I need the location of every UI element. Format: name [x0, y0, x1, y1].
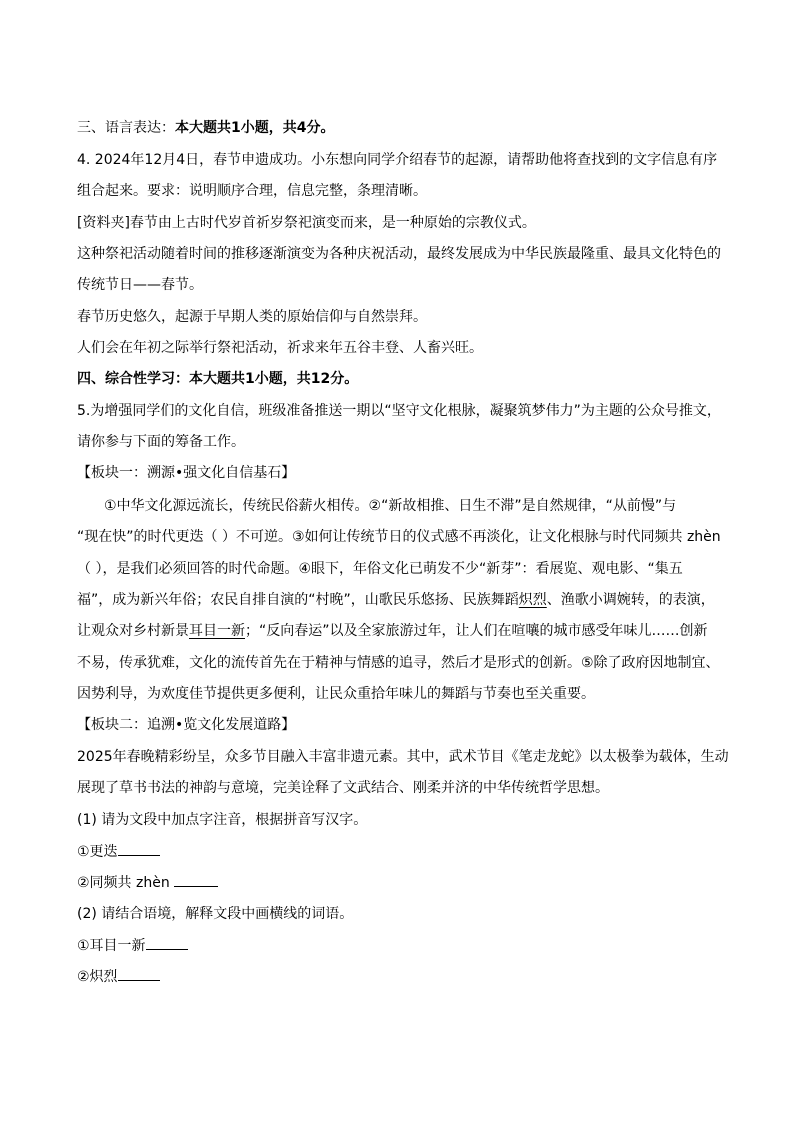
passage-line-1: ①中华文化源远流长，传统民俗薪火相传。②“新故相推、日生不滞”是自然规律，“从前慢”与 — [104, 498, 677, 514]
q4-text-line-1: 4. 2024年12月4日，春节申遗成功。小东想向同学介绍春节的起源，请帮助他将查找到的文字信息有序 — [77, 152, 718, 168]
q4-material-line-5: 人们会在年初之际举行祭祀活动，祈求来年五谷丰登、人畜兴旺。 — [77, 340, 483, 356]
sub-question-2-item-b — [77, 966, 160, 987]
passage-line-3: （ ），是我们必须回答的时代命题。④眼下，年俗文化已萌发不少“新芽”：看展览、观电影、“集五 — [77, 561, 683, 577]
item-label: ②炽烈 — [77, 969, 118, 985]
passage-line-5-start: 让观众对乡村新景 — [77, 623, 189, 639]
q4-material-line-3: 传统节日——春节。 — [77, 277, 203, 293]
sub-question-1-item-a — [77, 841, 160, 862]
block-2-line-2: 展现了草书书法的神韵与意境，完美诠释了文武结合、刚柔并济的中华传统哲学思想。 — [77, 780, 609, 796]
block-1-title: 【板块一：溯源•强文化自信基石】 — [77, 465, 296, 481]
section-3-points: 本大题共1小题，共4分。 — [175, 120, 335, 136]
answer-blank[interactable] — [118, 966, 160, 981]
block-2-title: 【板块二：追溯•览文化发展道路】 — [77, 717, 296, 733]
section-4-number: 四、综合性学习： — [77, 371, 189, 387]
section-3-heading — [77, 118, 334, 138]
item-label: ①耳目一新 — [77, 938, 146, 954]
q4-material-line-2: 这种祭祀活动随着时间的推移逐渐演变为各种庆祝活动，最终发展成为中华民族最隆重、最具文化特色的 — [77, 246, 721, 262]
sub-question-1: (1) 请为文段中加点字注音，根据拼音写汉字。 — [77, 812, 368, 828]
block-2-line-1: 2025年春晚精彩纷呈，众多节目融入丰富非遗元素。其中，武术节目《笔走龙蛇》以太极拳为载体，生动 — [77, 749, 729, 765]
section-3-number: 三、语言表达： — [77, 120, 175, 136]
answer-blank[interactable] — [174, 872, 218, 887]
sub-question-2-item-a — [77, 935, 188, 956]
q4-text-line-2: 组合起来。要求：说明顺序合理，信息完整，条理清晰。 — [77, 183, 427, 199]
sub-question-2: (2) 请结合语境，解释文段中画横线的词语。 — [77, 906, 354, 922]
q5-text-line-1: 5.为增强同学们的文化自信，班级准备推送一期以“坚守文化根脉，凝聚筑梦伟力”为主题的公众号推文， — [77, 403, 721, 419]
passage-line-4 — [77, 590, 715, 610]
section-4-points: 本大题共1小题，共12分。 — [189, 371, 359, 387]
passage-line-7: 因势利导，为欢度佳节提供更多便利，让民众重拾年味儿的舞蹈与节奏也至关重要。 — [77, 686, 595, 702]
q5-text-line-2: 请你参与下面的筹备工作。 — [77, 434, 245, 450]
passage-line-2: “现在快”的时代更迭（ ）不可逆。③如何让传统节日的仪式感不再淡化，让文化根脉与时代同频共 zhèn — [77, 529, 721, 545]
q4-material-line-4: 春节历史悠久，起源于早期人类的原始信仰与自然崇拜。 — [77, 309, 427, 325]
sub-question-1-item-b — [77, 872, 218, 893]
passage-line-5-end: ；“反向春运”以及全家旅游过年，让人们在喧嚷的城市感受年味儿……创新 — [245, 623, 708, 639]
passage-line-6: 不易，传承犹难，文化的流传首先在于精神与情感的追寻，然后才是形式的创新。⑤除了政府因地制宜、 — [77, 655, 720, 671]
underlined-word-ermuyixin: 耳目一新 — [189, 623, 245, 639]
item-label: ①更迭 — [77, 844, 118, 860]
q4-material-line-1: [资料夹]春节由上古时代岁首祈岁祭祀演变而来，是一种原始的宗教仪式。 — [77, 215, 536, 231]
passage-line-4-start: 福”，成为新兴年俗；农民自排自演的“村晚”，山歌民乐悠扬、民族舞蹈 — [77, 592, 519, 608]
answer-blank[interactable] — [118, 841, 160, 856]
passage-line-4-end: 、渔歌小调婉转，的表演， — [546, 592, 715, 608]
section-4-heading — [77, 369, 358, 389]
underlined-word-chilie: 炽烈 — [518, 592, 547, 608]
answer-blank[interactable] — [146, 935, 188, 950]
passage-line-5 — [77, 621, 708, 641]
item-label: ②同频共 zhèn — [77, 875, 175, 891]
